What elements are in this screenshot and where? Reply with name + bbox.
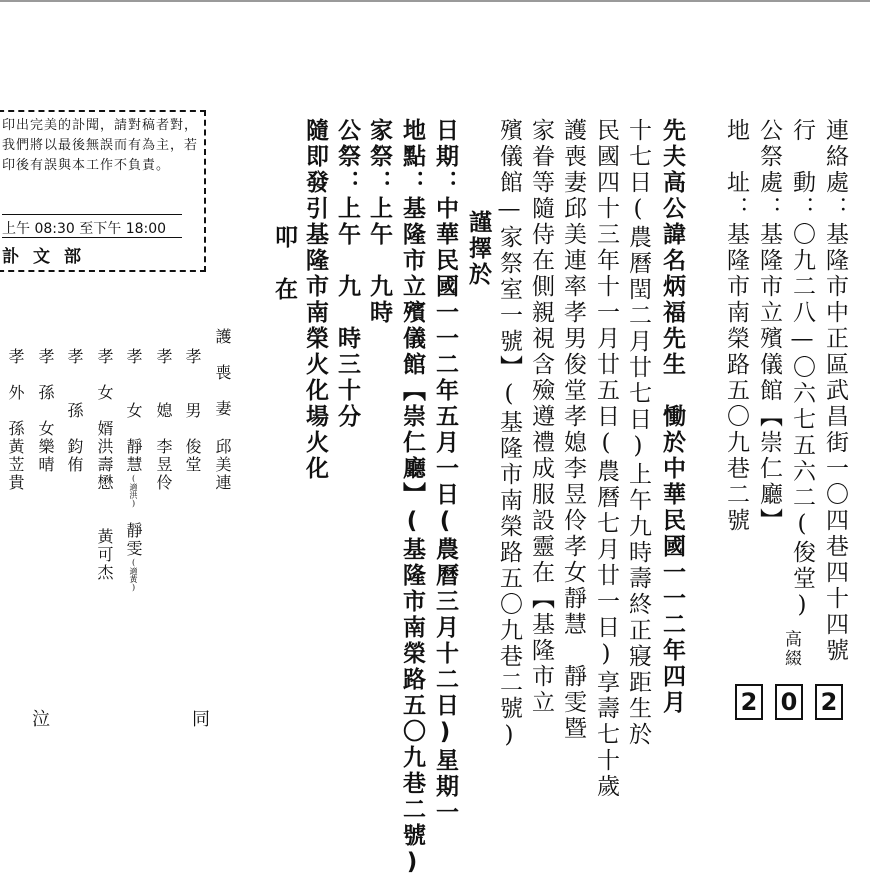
mourner-name: 靜雯 bbox=[124, 522, 143, 558]
printer-notice-dept: 訃文部 bbox=[2, 247, 95, 267]
printer-notice-box bbox=[0, 110, 206, 272]
contact-address: 地 址：基隆市南榮路五〇九巷二號 bbox=[723, 118, 749, 534]
contact-office: 連絡處：基隆市中正區武昌街一〇四巷四十四號 bbox=[822, 118, 848, 664]
mourner-name: 靜慧 bbox=[124, 438, 143, 474]
schedule-cremation: 隨即發引基隆市南榮火化場火化 bbox=[302, 118, 328, 482]
obituary-line-3: 民國四十三年十一月廿五日(農曆七月廿一日)享壽七十歲 bbox=[593, 118, 619, 800]
mourner-relation: 孝 孫 女 bbox=[36, 348, 55, 438]
rank-label: 高綴 bbox=[781, 630, 801, 668]
top-divider bbox=[0, 0, 870, 2]
mourner-relation: 孝 媳 bbox=[154, 348, 173, 420]
schedule-public-rite: 公祭：上午 九 時三十分 bbox=[334, 118, 360, 430]
schedule-heading: 謹擇於 bbox=[465, 210, 491, 288]
rank-digit: 2 bbox=[735, 684, 763, 720]
mourner-relation: 孝 外 孫 bbox=[6, 348, 25, 438]
contact-mobile: 行 動：〇九二八—〇六七五六二(俊堂) bbox=[789, 118, 815, 621]
notice-divider bbox=[2, 214, 182, 215]
footer-together: 同 bbox=[192, 709, 210, 730]
mourner-name: 鈞侑 bbox=[65, 438, 84, 474]
printer-notice-hours: 上午 08:30 至下午 18:00 bbox=[2, 221, 167, 237]
schedule-closing: 叩 在 bbox=[271, 225, 297, 303]
contact-hall: 公祭處：基隆市立殯儀館【崇仁廳】 bbox=[756, 118, 782, 534]
obituary-line-6: 殯儀館—家祭室一號】(基隆市南榮路五〇九巷二號) bbox=[496, 118, 522, 751]
obituary-line-1: 先夫高公諱名炳福先生 慟於中華民國一一二年四月 bbox=[659, 118, 685, 716]
mourner-name: 邱美連 bbox=[213, 438, 232, 492]
mourner-relation: 護 喪 妻 bbox=[213, 328, 232, 418]
obituary-line-4: 護喪妻邱美連率孝男俊堂孝媳李昱伶孝女靜慧 靜雯暨 bbox=[560, 118, 586, 742]
mourner-name: 俊堂 bbox=[183, 438, 202, 474]
mourner-name: 黃苙貴 bbox=[6, 438, 25, 492]
notice-divider bbox=[2, 237, 182, 238]
mourner-name: 黃可杰 bbox=[95, 528, 114, 582]
mourner-name: 樂晴 bbox=[36, 438, 55, 474]
mourner-relation: 孝 孫 bbox=[65, 348, 84, 420]
obituary-line-5: 家眷等隨侍在側親視含殮遵禮成服設靈在【基隆市立 bbox=[528, 118, 554, 716]
rank-digit: 0 bbox=[775, 684, 803, 720]
mourner-name: 洪壽懋 bbox=[95, 438, 114, 492]
schedule-place: 地點：基隆市立殯儀館【崇仁廳】(基隆市南榮路五〇九巷二號) bbox=[399, 118, 425, 878]
schedule-date: 日期：中華民國一一二年五月一日(農曆三月十二日)星期一 bbox=[432, 118, 458, 826]
footer-weep: 泣 bbox=[32, 709, 50, 730]
mourner-relation: 孝 女 婿 bbox=[95, 348, 114, 438]
mourner-note: (適洪) bbox=[129, 474, 138, 508]
obituary-line-2: 十七日(農曆閏二月廿七日)上午九時壽終正寢距生於 bbox=[625, 118, 651, 748]
printer-notice-text: 印出完美的訃聞，請對稿者對，我們將以最後無誤而有為主，若印後有誤與本工作不負責。 bbox=[2, 118, 199, 173]
mourner-relation: 孝 女 bbox=[124, 348, 143, 420]
rank-digit: 2 bbox=[815, 684, 843, 720]
schedule-family-rite: 家祭：上午 九時 bbox=[366, 118, 392, 326]
mourner-note: (適黃) bbox=[129, 558, 138, 592]
mourner-relation: 孝 男 bbox=[183, 348, 202, 420]
mourner-name: 李昱伶 bbox=[154, 438, 173, 492]
